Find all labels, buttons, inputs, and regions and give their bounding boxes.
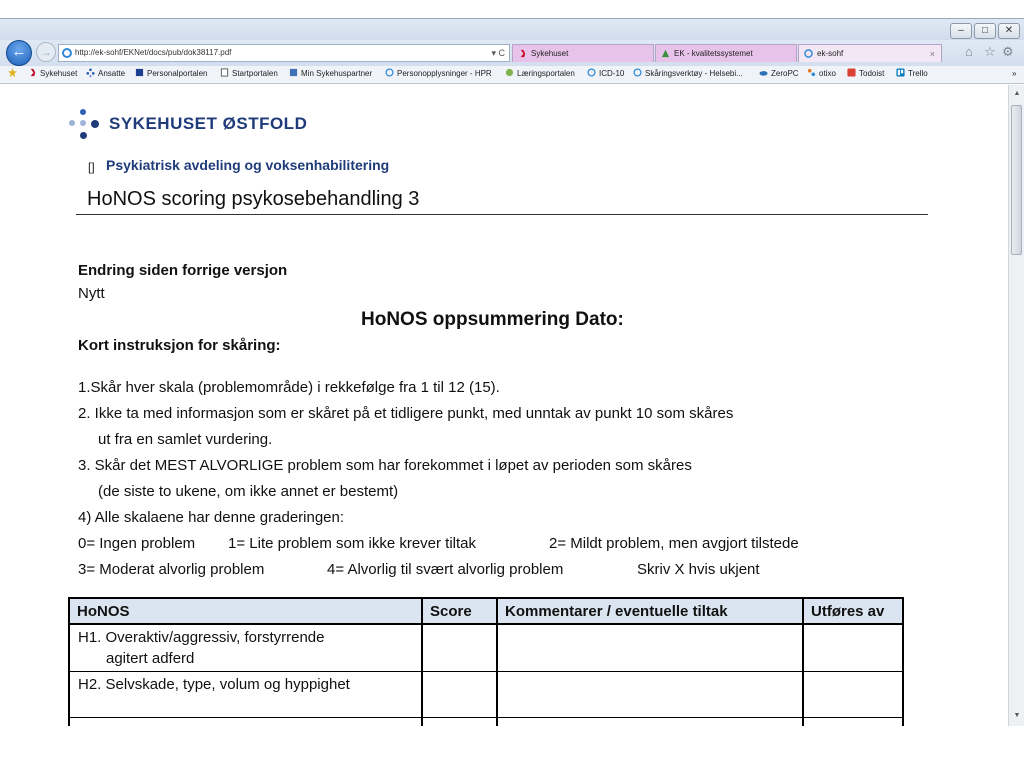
tools-gear-icon[interactable]: ⚙ [1002, 44, 1014, 59]
fav-label: Startportalen [232, 69, 278, 78]
fav-label: Læringsportalen [517, 69, 575, 78]
fav-item-icd-10[interactable] [587, 66, 624, 82]
page-icon [505, 68, 514, 77]
logo-dot-icon [80, 132, 87, 139]
logo-text: SYKEHUSET ØSTFOLD [109, 114, 308, 133]
bottom-strip [0, 726, 1024, 768]
grade-3: 3= Moderat alvorlig problem [78, 561, 265, 578]
score-cell[interactable] [422, 718, 497, 727]
honos-item-label: H2. Selvskade, type, volum og hyppighet [78, 676, 350, 693]
grade-unknown: Skriv X hvis ukjent [637, 561, 760, 578]
table-row [69, 672, 903, 718]
close-window-button[interactable]: ✕ [998, 23, 1020, 39]
todoist-icon [847, 68, 856, 77]
score-cell[interactable] [422, 672, 497, 718]
tab-label: ek-sohf [817, 49, 844, 58]
grade-4: 4= Alvorlig til svært alvorlig problem [327, 561, 564, 578]
scroll-down-arrow-icon[interactable]: ▼ [1013, 712, 1021, 719]
instruction-line: (de siste to ukene, om ikke annet er bestemt) [98, 483, 399, 500]
instruction-line: 4) Alle skalaene har denne graderingen: [78, 509, 345, 526]
honos-item-cell [69, 672, 422, 718]
fav-item-min-sykehuspartner[interactable] [289, 66, 372, 82]
instruction-line: ut fra en samlet vurdering. [98, 431, 273, 448]
performed-by-cell[interactable] [803, 624, 903, 672]
tab-close-icon[interactable]: × [929, 49, 935, 59]
fav-label: ZeroPC [771, 69, 799, 78]
fav-label: otixo [819, 69, 836, 78]
favorites-star-icon[interactable]: ☆ [984, 44, 996, 59]
tab-label: Sykehuset [531, 49, 569, 58]
fav-item-laeringsportalen[interactable] [505, 66, 575, 82]
address-url: http://ek-sohf/EKNet/docs/pub/dok38117.pdf [75, 48, 232, 57]
logo-dot-icon [80, 120, 86, 126]
tab-sykehuset[interactable] [512, 44, 654, 62]
add-favorites-star-icon[interactable] [8, 66, 20, 82]
summary-heading: HoNOS oppsummering Dato: [361, 309, 624, 330]
ie-icon [804, 49, 813, 58]
scroll-up-arrow-icon[interactable]: ▲ [1013, 90, 1021, 97]
logo-dot-icon [69, 120, 75, 126]
ie-icon [587, 68, 596, 77]
table-row [69, 718, 903, 727]
honos-item-label: H1. Overaktiv/aggressiv, forstyrrende [78, 629, 325, 646]
otixo-icon [807, 68, 816, 77]
ie-icon [633, 68, 642, 77]
cloud-icon [759, 68, 768, 77]
minimize-button[interactable]: – [950, 23, 972, 39]
scroll-thumb[interactable] [1011, 105, 1022, 255]
ie-icon [62, 48, 72, 58]
fav-label: Personopplysninger - HPR [397, 69, 492, 78]
title-divider [76, 214, 928, 215]
fav-item-trello[interactable] [896, 66, 928, 82]
instruction-line: 3. Skår det MEST ALVORLIGE problem som har forekommet i løpet av perioden som skåres [78, 457, 692, 474]
ek-icon [661, 49, 670, 58]
fav-item-otixo[interactable] [807, 66, 836, 82]
department-name: Psykiatrisk avdeling og voksenhabilitering [106, 157, 390, 173]
pdf-viewport[interactable] [0, 85, 1008, 726]
fav-label: Sykehuset [40, 69, 78, 78]
address-controls[interactable]: ▾ C [491, 48, 505, 58]
star-icon [8, 68, 17, 77]
page-icon [289, 68, 298, 77]
trello-icon [896, 68, 905, 77]
fav-item-personalportalen[interactable] [135, 66, 207, 82]
favorites-bar [0, 66, 1024, 84]
fav-item-zeropc[interactable] [759, 66, 799, 82]
instruction-heading: Kort instruksjon for skåring: [78, 337, 281, 354]
logo-dot-icon [80, 109, 86, 115]
comment-cell[interactable] [497, 718, 803, 727]
logo-dot-icon [91, 120, 99, 128]
fav-label: Trello [908, 69, 928, 78]
ansatte-icon [86, 68, 95, 77]
honos-item-cell [69, 718, 422, 727]
instruction-line: 2. Ikke ta med informasjon som er skåret på et tidligere punkt, med unntak av punkt 10 som skåres [78, 405, 734, 422]
table-header-row [69, 598, 903, 624]
performed-by-cell[interactable] [803, 672, 903, 718]
address-bar[interactable] [58, 44, 510, 62]
back-button[interactable]: ← [6, 40, 32, 66]
forward-button[interactable]: → [36, 42, 56, 62]
comment-cell[interactable] [497, 672, 803, 718]
fav-label: Todoist [859, 69, 885, 78]
table-row [69, 624, 903, 672]
fav-label: Ansatte [98, 69, 126, 78]
sykehuset-icon [518, 49, 527, 58]
grade-1: 1= Lite problem som ikke krever tiltak [228, 535, 477, 552]
page-icon [135, 68, 144, 77]
score-cell[interactable] [422, 624, 497, 672]
column-header-performed-by: Utføres av [803, 598, 903, 624]
comment-cell[interactable] [497, 624, 803, 672]
column-header-comments: Kommentarer / eventuelle tiltak [497, 598, 803, 624]
fav-item-todoist[interactable] [847, 66, 884, 82]
fav-label: Min Sykehuspartner [301, 69, 373, 78]
performed-by-cell[interactable] [803, 718, 903, 727]
document-title: HoNOS scoring psykosebehandling 3 [87, 188, 420, 210]
fav-label: ICD-10 [599, 69, 625, 78]
instruction-line: 1.Skår hver skala (problemområde) i rekkefølge fra 1 til 12 (15). [78, 379, 500, 396]
dept-bracket: [] [88, 160, 95, 174]
fav-label: Skåringsverktøy - Helsebi... [645, 69, 743, 78]
tab-ek-sohf[interactable] [798, 44, 942, 62]
fav-label: Personalportalen [147, 69, 208, 78]
tab-ek-kvalitetssystemet[interactable] [655, 44, 797, 62]
favbar-more-chevron-icon[interactable]: » [1012, 69, 1017, 78]
fav-item-skaaringsverktoy[interactable] [633, 66, 743, 82]
maximize-button[interactable]: □ [974, 23, 996, 39]
ie-icon [385, 68, 394, 77]
home-icon[interactable]: ⌂ [965, 44, 973, 59]
column-header-honos: HoNOS [69, 598, 422, 624]
grade-2: 2= Mildt problem, men avgjort tilstede [549, 535, 799, 552]
sykehuset-icon [28, 68, 37, 77]
page-icon [220, 68, 229, 77]
column-header-score: Score [422, 598, 497, 624]
honos-table [68, 597, 904, 726]
fav-item-ansatte[interactable] [86, 66, 125, 82]
tab-label: EK - kvalitetssystemet [674, 49, 753, 58]
vertical-scrollbar[interactable] [1008, 85, 1024, 726]
honos-item-cell [69, 624, 422, 672]
window-titlebar [0, 18, 1024, 42]
change-text: Nytt [78, 285, 105, 302]
honos-item-label-cont: agitert adferd [106, 650, 195, 667]
fav-item-sykehuset[interactable] [28, 66, 77, 82]
change-heading: Endring siden forrige versjon [78, 262, 288, 279]
fav-item-startportalen[interactable] [220, 66, 278, 82]
fav-item-personopplysninger-hpr[interactable] [385, 66, 492, 82]
grade-0: 0= Ingen problem [78, 535, 196, 552]
